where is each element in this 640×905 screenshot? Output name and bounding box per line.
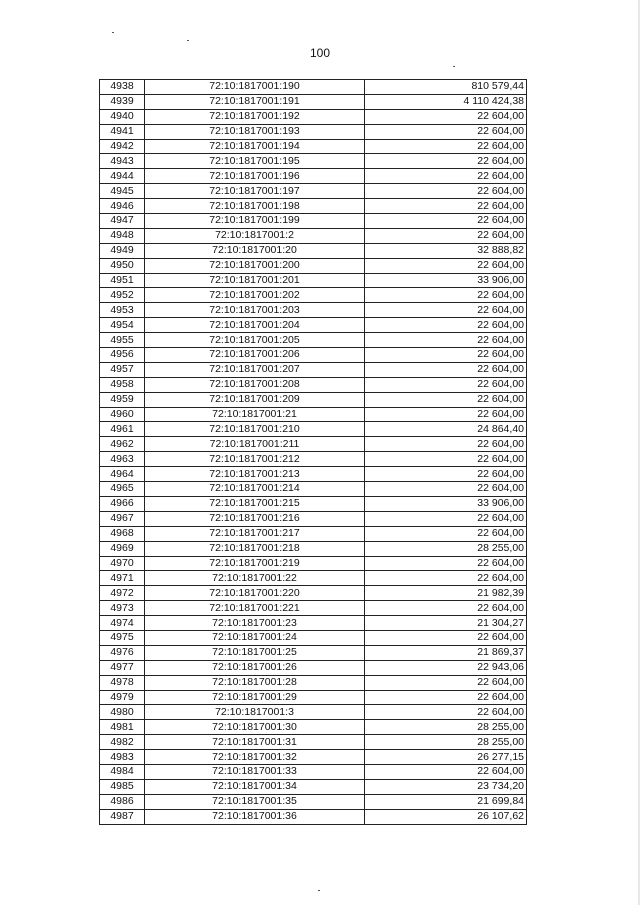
cadastral-number: 72:10:1817001:215 [145, 496, 365, 511]
cadastral-number: 72:10:1817001:212 [145, 452, 365, 467]
cadastral-number: 72:10:1817001:29 [145, 690, 365, 705]
table-row [100, 675, 527, 690]
row-number: 4978 [100, 675, 145, 690]
row-number: 4955 [100, 333, 145, 348]
row-number: 4973 [100, 601, 145, 616]
row-number: 4953 [100, 303, 145, 318]
table-row [100, 437, 527, 452]
scan-speck [318, 890, 320, 891]
table-row [100, 258, 527, 273]
cadastral-value: 24 864,40 [365, 422, 527, 437]
table-row [100, 482, 527, 497]
cadastral-number: 72:10:1817001:214 [145, 482, 365, 497]
cadastral-value: 26 277,15 [365, 750, 527, 765]
cadastral-number: 72:10:1817001:204 [145, 318, 365, 333]
row-number: 4984 [100, 764, 145, 779]
row-number: 4971 [100, 571, 145, 586]
table-row [100, 616, 527, 631]
cadastral-number: 72:10:1817001:191 [145, 94, 365, 109]
cadastral-number: 72:10:1817001:32 [145, 750, 365, 765]
cadastral-value: 22 604,00 [365, 154, 527, 169]
table-row [100, 392, 527, 407]
row-number: 4962 [100, 437, 145, 452]
row-number: 4960 [100, 407, 145, 422]
row-number: 4946 [100, 199, 145, 214]
cadastral-value: 22 604,00 [365, 601, 527, 616]
cadastral-value: 22 943,06 [365, 660, 527, 675]
cadastral-number: 72:10:1817001:218 [145, 541, 365, 556]
cadastral-number: 72:10:1817001:197 [145, 184, 365, 199]
cadastral-number: 72:10:1817001:200 [145, 258, 365, 273]
cadastral-value: 22 604,00 [365, 377, 527, 392]
cadastral-value: 22 604,00 [365, 348, 527, 363]
cadastral-value: 22 604,00 [365, 124, 527, 139]
cadastral-value: 22 604,00 [365, 288, 527, 303]
cadastral-number: 72:10:1817001:219 [145, 556, 365, 571]
table-row [100, 348, 527, 363]
table-row [100, 362, 527, 377]
table-row [100, 80, 527, 95]
table-row [100, 735, 527, 750]
row-number: 4986 [100, 794, 145, 809]
table-row [100, 154, 527, 169]
cadastral-value: 33 906,00 [365, 273, 527, 288]
cadastral-number: 72:10:1817001:3 [145, 705, 365, 720]
table-row [100, 586, 527, 601]
table-row [100, 794, 527, 809]
cadastral-value: 22 604,00 [365, 511, 527, 526]
cadastral-number: 72:10:1817001:209 [145, 392, 365, 407]
cadastral-number: 72:10:1817001:194 [145, 139, 365, 154]
row-number: 4970 [100, 556, 145, 571]
table-row [100, 496, 527, 511]
table-row [100, 526, 527, 541]
row-number: 4975 [100, 630, 145, 645]
table-row [100, 645, 527, 660]
cadastral-value: 22 604,00 [365, 407, 527, 422]
cadastral-value: 23 734,20 [365, 779, 527, 794]
cadastral-value: 21 869,37 [365, 645, 527, 660]
row-number: 4938 [100, 80, 145, 95]
cadastral-number: 72:10:1817001:211 [145, 437, 365, 452]
cadastral-value: 32 888,82 [365, 243, 527, 258]
cadastral-number: 72:10:1817001:207 [145, 362, 365, 377]
table-row [100, 199, 527, 214]
table-row [100, 333, 527, 348]
table-row [100, 243, 527, 258]
table-row [100, 377, 527, 392]
cadastral-value: 21 304,27 [365, 616, 527, 631]
row-number: 4969 [100, 541, 145, 556]
cadastral-number: 72:10:1817001:35 [145, 794, 365, 809]
row-number: 4959 [100, 392, 145, 407]
row-number: 4966 [100, 496, 145, 511]
cadastral-number: 72:10:1817001:28 [145, 675, 365, 690]
cadastral-value: 33 906,00 [365, 496, 527, 511]
cadastral-number: 72:10:1817001:36 [145, 809, 365, 824]
table-row [100, 750, 527, 765]
cadastral-number: 72:10:1817001:190 [145, 80, 365, 95]
cadastral-value: 22 604,00 [365, 139, 527, 154]
table-row [100, 601, 527, 616]
row-number: 4947 [100, 214, 145, 229]
row-number: 4945 [100, 184, 145, 199]
row-number: 4954 [100, 318, 145, 333]
row-number: 4942 [100, 139, 145, 154]
cadastral-number: 72:10:1817001:221 [145, 601, 365, 616]
cadastral-value: 22 604,00 [365, 303, 527, 318]
row-number: 4972 [100, 586, 145, 601]
table-row [100, 541, 527, 556]
cadastral-value: 22 604,00 [365, 467, 527, 482]
row-number: 4977 [100, 660, 145, 675]
table-row [100, 109, 527, 124]
cadastral-number: 72:10:1817001:216 [145, 511, 365, 526]
row-number: 4951 [100, 273, 145, 288]
row-number: 4952 [100, 288, 145, 303]
cadastral-value: 810 579,44 [365, 80, 527, 95]
cadastral-number: 72:10:1817001:202 [145, 288, 365, 303]
row-number: 4958 [100, 377, 145, 392]
cadastral-number: 72:10:1817001:220 [145, 586, 365, 601]
cadastral-number: 72:10:1817001:213 [145, 467, 365, 482]
table-row [100, 422, 527, 437]
cadastral-number: 72:10:1817001:31 [145, 735, 365, 750]
cadastral-number: 72:10:1817001:34 [145, 779, 365, 794]
cadastral-number: 72:10:1817001:26 [145, 660, 365, 675]
cadastral-number: 72:10:1817001:25 [145, 645, 365, 660]
row-number: 4981 [100, 720, 145, 735]
cadastral-value: 21 699,84 [365, 794, 527, 809]
table-row [100, 764, 527, 779]
cadastral-number: 72:10:1817001:201 [145, 273, 365, 288]
table-row [100, 511, 527, 526]
cadastral-value: 22 604,00 [365, 675, 527, 690]
cadastral-number: 72:10:1817001:193 [145, 124, 365, 139]
row-number: 4964 [100, 467, 145, 482]
cadastral-value: 21 982,39 [365, 586, 527, 601]
table-row [100, 630, 527, 645]
table-row [100, 407, 527, 422]
cadastral-value: 22 604,00 [365, 214, 527, 229]
cadastral-number: 72:10:1817001:195 [145, 154, 365, 169]
table-row [100, 303, 527, 318]
row-number: 4963 [100, 452, 145, 467]
row-number: 4976 [100, 645, 145, 660]
row-number: 4956 [100, 348, 145, 363]
cadastral-value: 22 604,00 [365, 571, 527, 586]
cadastral-value: 22 604,00 [365, 169, 527, 184]
table-row [100, 705, 527, 720]
row-number: 4974 [100, 616, 145, 631]
cadastral-value: 4 110 424,38 [365, 94, 527, 109]
scan-speck [453, 66, 455, 67]
table-row [100, 184, 527, 199]
cadastral-value: 22 604,00 [365, 526, 527, 541]
cadastral-value: 22 604,00 [365, 705, 527, 720]
cadastral-value: 22 604,00 [365, 318, 527, 333]
cadastral-value: 22 604,00 [365, 228, 527, 243]
cadastral-number: 72:10:1817001:205 [145, 333, 365, 348]
cadastral-value: 22 604,00 [365, 392, 527, 407]
cadastral-number: 72:10:1817001:30 [145, 720, 365, 735]
cadastral-value: 22 604,00 [365, 333, 527, 348]
table-body [100, 80, 527, 825]
table-row [100, 690, 527, 705]
cadastral-number: 72:10:1817001:206 [145, 348, 365, 363]
table-row [100, 660, 527, 675]
row-number: 4944 [100, 169, 145, 184]
row-number: 4950 [100, 258, 145, 273]
cadastral-value: 22 604,00 [365, 362, 527, 377]
cadastral-number: 72:10:1817001:23 [145, 616, 365, 631]
table-row [100, 124, 527, 139]
table-row [100, 720, 527, 735]
row-number: 4979 [100, 690, 145, 705]
cadastral-value: 22 604,00 [365, 690, 527, 705]
row-number: 4967 [100, 511, 145, 526]
cadastral-value: 22 604,00 [365, 452, 527, 467]
row-number: 4968 [100, 526, 145, 541]
table-row [100, 94, 527, 109]
row-number: 4987 [100, 809, 145, 824]
cadastral-number: 72:10:1817001:203 [145, 303, 365, 318]
cadastral-value: 22 604,00 [365, 199, 527, 214]
cadastral-value: 22 604,00 [365, 437, 527, 452]
table-row [100, 556, 527, 571]
cadastral-number: 72:10:1817001:208 [145, 377, 365, 392]
row-number: 4957 [100, 362, 145, 377]
cadastral-number: 72:10:1817001:2 [145, 228, 365, 243]
cadastral-number: 72:10:1817001:24 [145, 630, 365, 645]
cadastral-value: 22 604,00 [365, 482, 527, 497]
table-row [100, 288, 527, 303]
row-number: 4983 [100, 750, 145, 765]
row-number: 4980 [100, 705, 145, 720]
row-number: 4961 [100, 422, 145, 437]
table-row [100, 452, 527, 467]
row-number: 4948 [100, 228, 145, 243]
row-number: 4939 [100, 94, 145, 109]
table-row [100, 571, 527, 586]
cadastral-value: 28 255,00 [365, 720, 527, 735]
cadastral-number: 72:10:1817001:199 [145, 214, 365, 229]
table-row [100, 467, 527, 482]
cadastral-value: 28 255,00 [365, 735, 527, 750]
row-number: 4949 [100, 243, 145, 258]
row-number: 4943 [100, 154, 145, 169]
cadastral-value: 28 255,00 [365, 541, 527, 556]
scan-speck [112, 32, 114, 33]
cadastral-value: 22 604,00 [365, 184, 527, 199]
row-number: 4985 [100, 779, 145, 794]
row-number: 4941 [100, 124, 145, 139]
table-row [100, 214, 527, 229]
cadastral-value: 22 604,00 [365, 258, 527, 273]
table-row [100, 273, 527, 288]
row-number: 4940 [100, 109, 145, 124]
cadastral-value: 22 604,00 [365, 556, 527, 571]
cadastral-value: 26 107,62 [365, 809, 527, 824]
row-number: 4982 [100, 735, 145, 750]
cadastral-number: 72:10:1817001:210 [145, 422, 365, 437]
table-row [100, 169, 527, 184]
table-row [100, 809, 527, 824]
cadastre-value-table [99, 79, 527, 825]
cadastral-number: 72:10:1817001:217 [145, 526, 365, 541]
table-row [100, 139, 527, 154]
cadastral-number: 72:10:1817001:22 [145, 571, 365, 586]
cadastral-number: 72:10:1817001:33 [145, 764, 365, 779]
cadastral-value: 22 604,00 [365, 630, 527, 645]
cadastral-number: 72:10:1817001:198 [145, 199, 365, 214]
table-row [100, 228, 527, 243]
cadastral-number: 72:10:1817001:196 [145, 169, 365, 184]
table-row [100, 779, 527, 794]
cadastral-value: 22 604,00 [365, 109, 527, 124]
cadastral-value: 22 604,00 [365, 764, 527, 779]
row-number: 4965 [100, 482, 145, 497]
scan-speck [187, 40, 189, 41]
page-number: 100 [309, 46, 331, 60]
table-row [100, 318, 527, 333]
cadastral-number: 72:10:1817001:21 [145, 407, 365, 422]
cadastral-number: 72:10:1817001:20 [145, 243, 365, 258]
cadastral-number: 72:10:1817001:192 [145, 109, 365, 124]
